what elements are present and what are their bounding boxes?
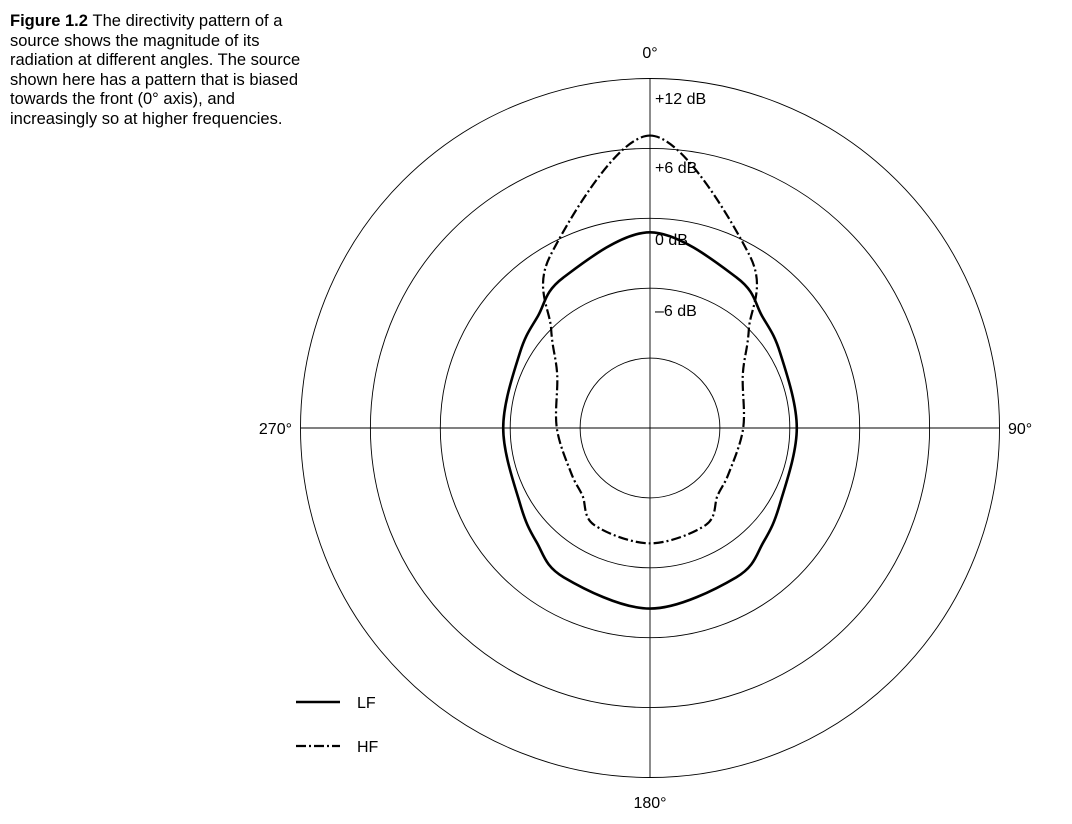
angle-label-90: 90° (1008, 421, 1033, 438)
ring-label-0: 0 dB (655, 232, 688, 249)
angle-label-180: 180° (633, 795, 667, 812)
angle-label-0: 0° (642, 45, 658, 62)
legend-label-lf: LF (357, 695, 376, 712)
legend-label-hf: HF (357, 739, 379, 756)
figure-label: Figure 1.2 (10, 12, 88, 30)
legend (296, 695, 379, 756)
ring-label-plus6: +6 dB (655, 160, 698, 177)
axis-lines (301, 79, 1000, 778)
ring-label-plus12: +12 dB (655, 91, 707, 108)
ring-label-minus6: –6 dB (655, 303, 697, 320)
caption-text: The directivity pattern of a source shows the magnitude of its radiation at different angles. The source shown here has a pattern that is biased towards the front (0° axis), and increasingly so at higher frequencies. (10, 12, 301, 128)
angle-label-270: 270° (258, 421, 292, 438)
